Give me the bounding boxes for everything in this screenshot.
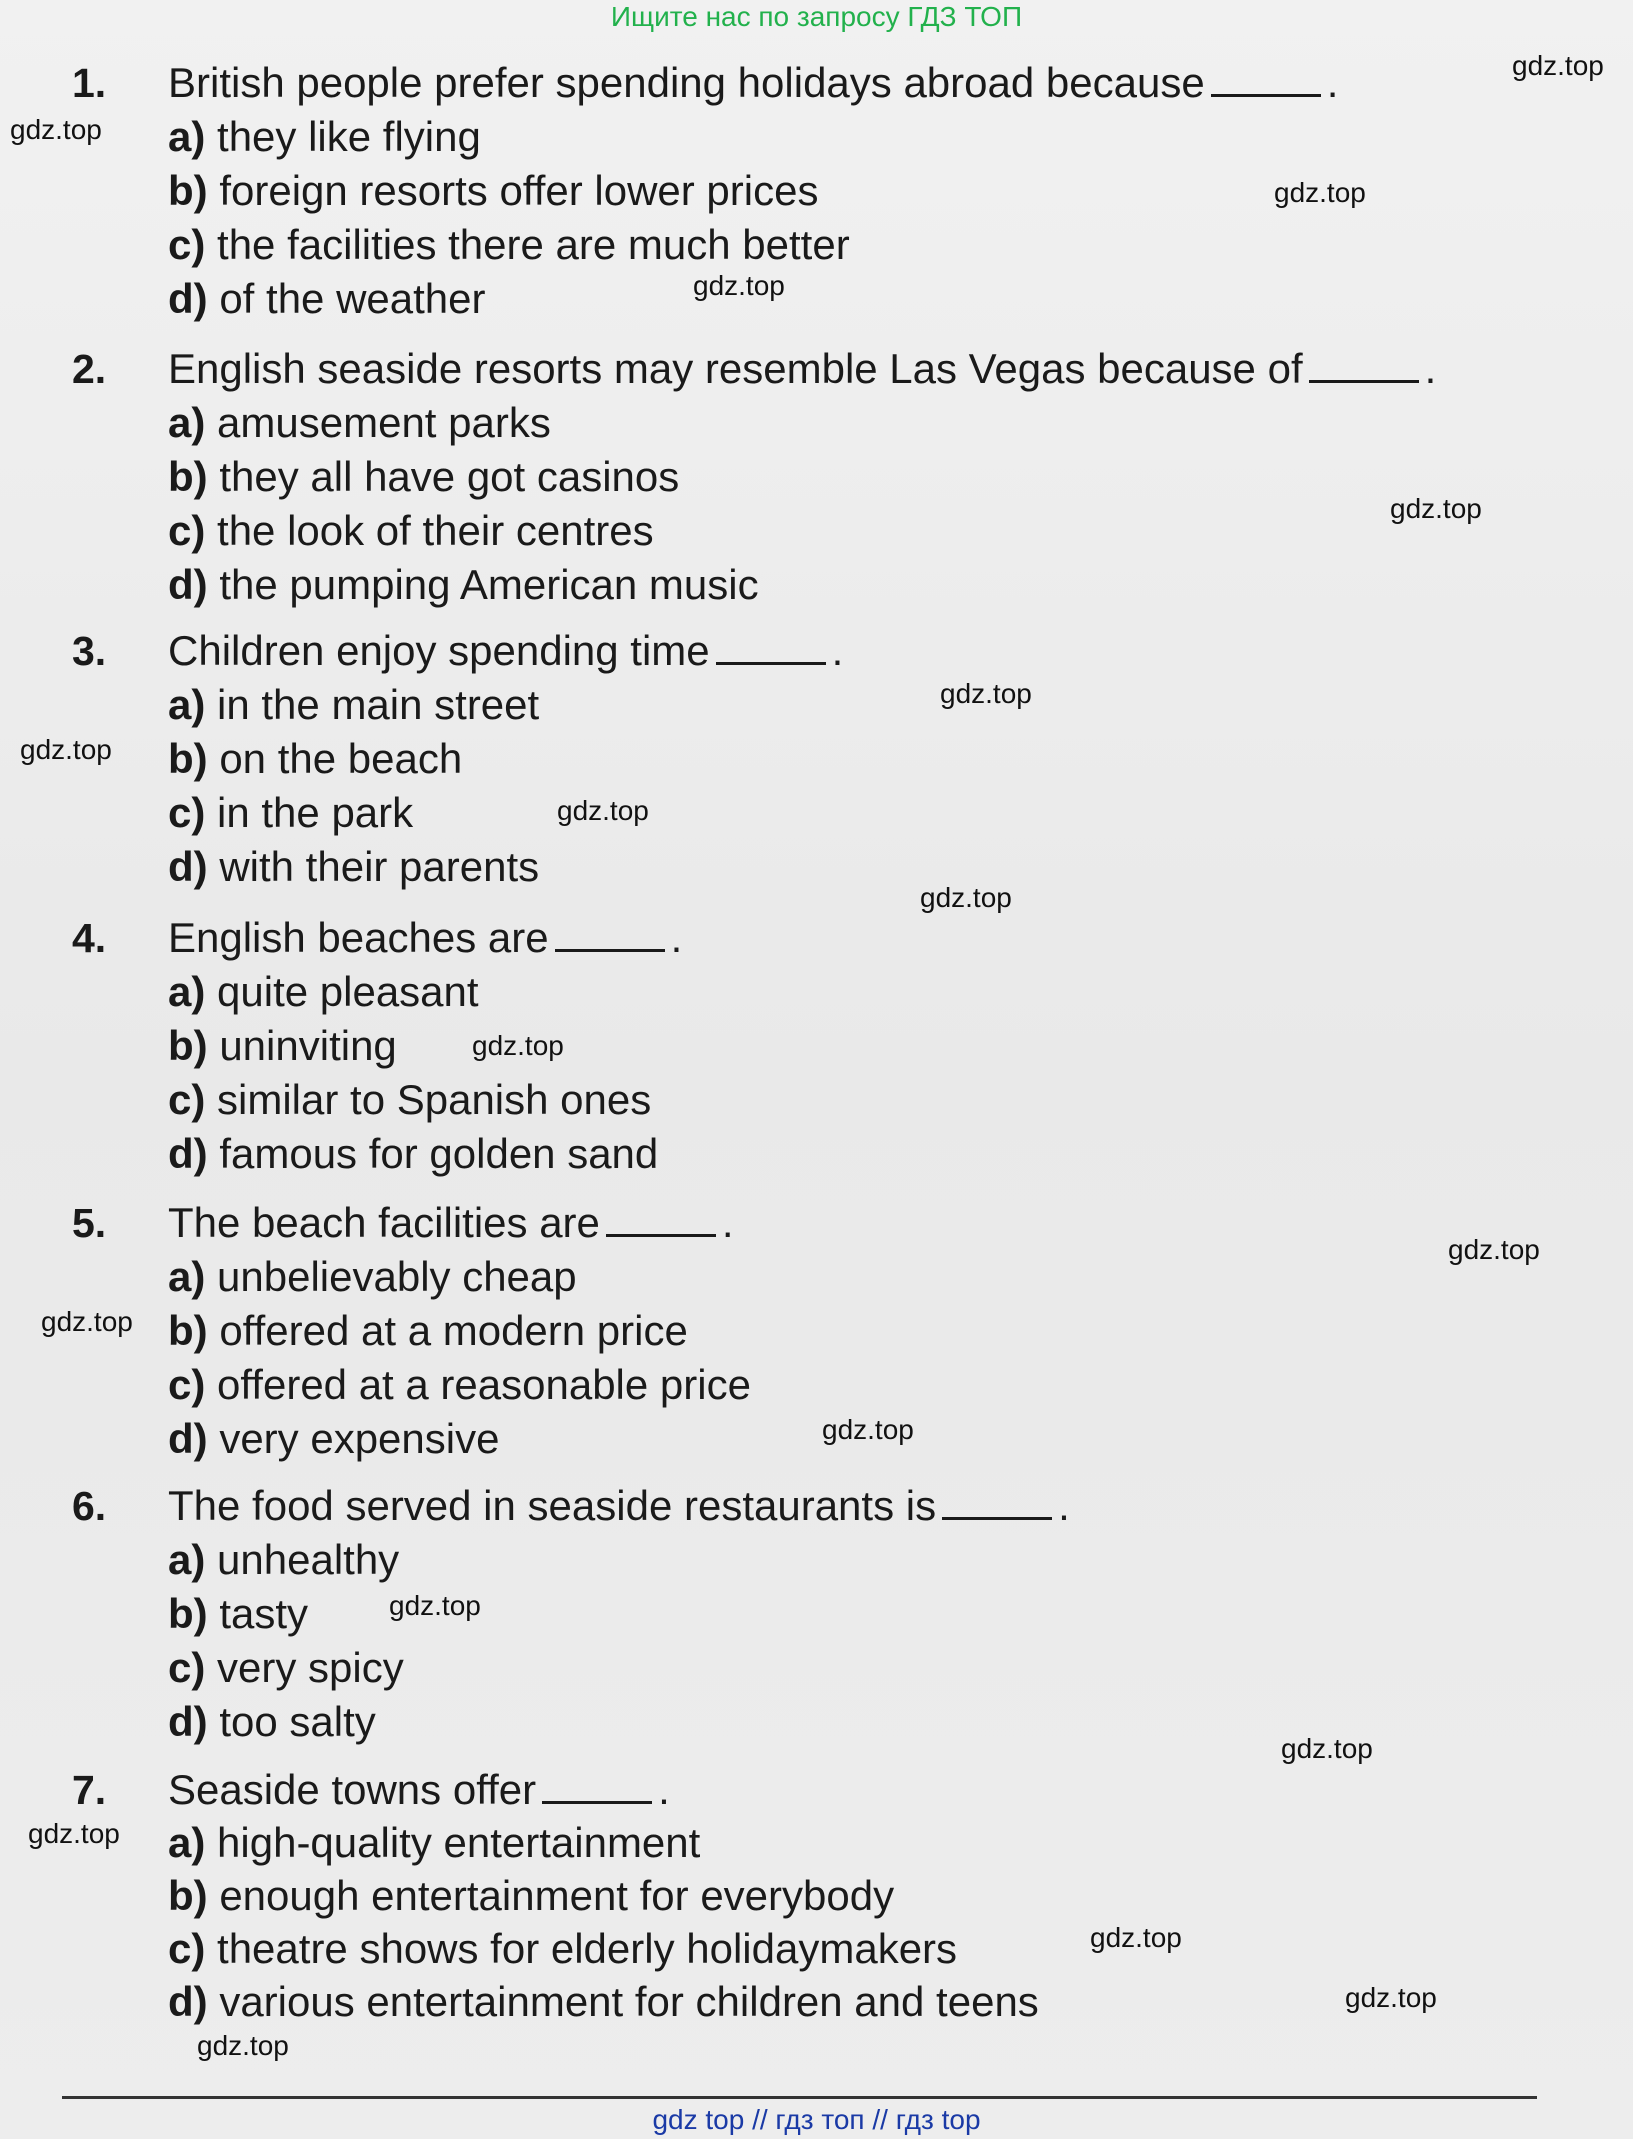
- question-4-option-a: a) quite pleasant: [168, 968, 479, 1015]
- top-banner[interactable]: Ищите нас по запросу ГДЗ ТОП: [610, 1, 1023, 32]
- question-1-option-a: a) they like flying: [168, 113, 481, 160]
- question-5-option-b: b) offered at a modern price: [168, 1307, 688, 1354]
- question-4-option-b: b) uninviting: [168, 1022, 397, 1069]
- question-6-option-b: b) tasty: [168, 1590, 309, 1637]
- question-7-number: 7.: [72, 1767, 107, 1813]
- watermark: gdz.top: [197, 2030, 289, 2061]
- watermark: gdz.top: [28, 1818, 120, 1849]
- question-5-number: 5.: [72, 1200, 107, 1246]
- question-5-option-a: a) unbelievably cheap: [168, 1253, 577, 1300]
- watermark: gdz.top: [41, 1306, 133, 1337]
- answer-blank: [555, 915, 665, 952]
- watermark: gdz.top: [557, 795, 649, 826]
- answer-blank: [716, 628, 826, 665]
- watermark: gdz.top: [1390, 493, 1482, 524]
- answer-blank: [1309, 346, 1419, 383]
- watermark: gdz.top: [1281, 1733, 1373, 1764]
- question-1-stem: British people prefer spending holidays abroad because .: [168, 59, 1339, 106]
- question-1-number: 1.: [72, 60, 107, 106]
- question-2-number: 2.: [72, 346, 107, 392]
- question-6-stem: The food served in seaside restaurants is .: [168, 1482, 1070, 1529]
- question-4-option-c: c) similar to Spanish ones: [168, 1076, 652, 1123]
- question-3-option-d: d) with their parents: [168, 843, 540, 890]
- watermark: gdz.top: [822, 1414, 914, 1445]
- answer-blank: [1211, 60, 1321, 97]
- question-1-option-c: c) the facilities there are much better: [168, 221, 850, 268]
- answer-blank: [606, 1200, 716, 1237]
- question-3-stem: Children enjoy spending time .: [168, 627, 844, 674]
- answer-blank: [942, 1483, 1052, 1520]
- question-2-option-a: a) amusement parks: [168, 399, 551, 446]
- question-1-option-d: d) of the weather: [168, 275, 486, 322]
- question-7-option-d: d) various entertainment for children and teens: [168, 1978, 1039, 2025]
- watermark: gdz.top: [10, 114, 102, 145]
- watermark: gdz.top: [20, 734, 112, 765]
- question-7-option-a: a) high-quality entertainment: [168, 1819, 701, 1866]
- question-3-number: 3.: [72, 628, 107, 674]
- watermark: gdz.top: [389, 1590, 481, 1621]
- watermark: gdz.top: [1512, 50, 1604, 81]
- question-6-option-a: a) unhealthy: [168, 1536, 400, 1583]
- question-3-option-a: a) in the main street: [168, 681, 540, 728]
- bottom-rule: [62, 2096, 1537, 2099]
- question-5-stem: The beach facilities are .: [168, 1199, 734, 1246]
- question-6-option-c: c) very spicy: [168, 1644, 404, 1691]
- watermark: gdz.top: [940, 678, 1032, 709]
- watermark: gdz.top: [1274, 177, 1366, 208]
- question-3-option-b: b) on the beach: [168, 735, 463, 782]
- bottom-banner[interactable]: gdz top // гдз топ // гдз top: [652, 2104, 981, 2135]
- watermark: gdz.top: [920, 882, 1012, 913]
- question-3-option-c: c) in the park: [168, 789, 414, 836]
- question-7-stem: Seaside towns offer .: [168, 1766, 670, 1813]
- watermark: gdz.top: [693, 270, 785, 301]
- question-2-option-b: b) they all have got casinos: [168, 453, 680, 500]
- question-2-option-c: c) the look of their centres: [168, 507, 654, 554]
- answer-blank: [542, 1767, 652, 1804]
- question-1-option-b: b) foreign resorts offer lower prices: [168, 167, 819, 214]
- question-4-stem: English beaches are .: [168, 914, 683, 961]
- question-4-number: 4.: [72, 915, 107, 961]
- question-5-option-c: c) offered at a reasonable price: [168, 1361, 751, 1408]
- question-5-option-d: d) very expensive: [168, 1415, 500, 1462]
- question-4-option-d: d) famous for golden sand: [168, 1130, 659, 1177]
- question-6-number: 6.: [72, 1483, 107, 1529]
- question-2-option-d: d) the pumping American music: [168, 561, 759, 608]
- watermark: gdz.top: [1448, 1234, 1540, 1265]
- watermark: gdz.top: [1090, 1922, 1182, 1953]
- watermark: gdz.top: [472, 1030, 564, 1061]
- question-7-option-c: c) theatre shows for elderly holidaymakers: [168, 1925, 958, 1972]
- question-7-option-b: b) enough entertainment for everybody: [168, 1872, 895, 1919]
- watermark: gdz.top: [1345, 1982, 1437, 2013]
- question-2-stem: English seaside resorts may resemble Las Vegas because of .: [168, 345, 1437, 392]
- question-6-option-d: d) too salty: [168, 1698, 376, 1745]
